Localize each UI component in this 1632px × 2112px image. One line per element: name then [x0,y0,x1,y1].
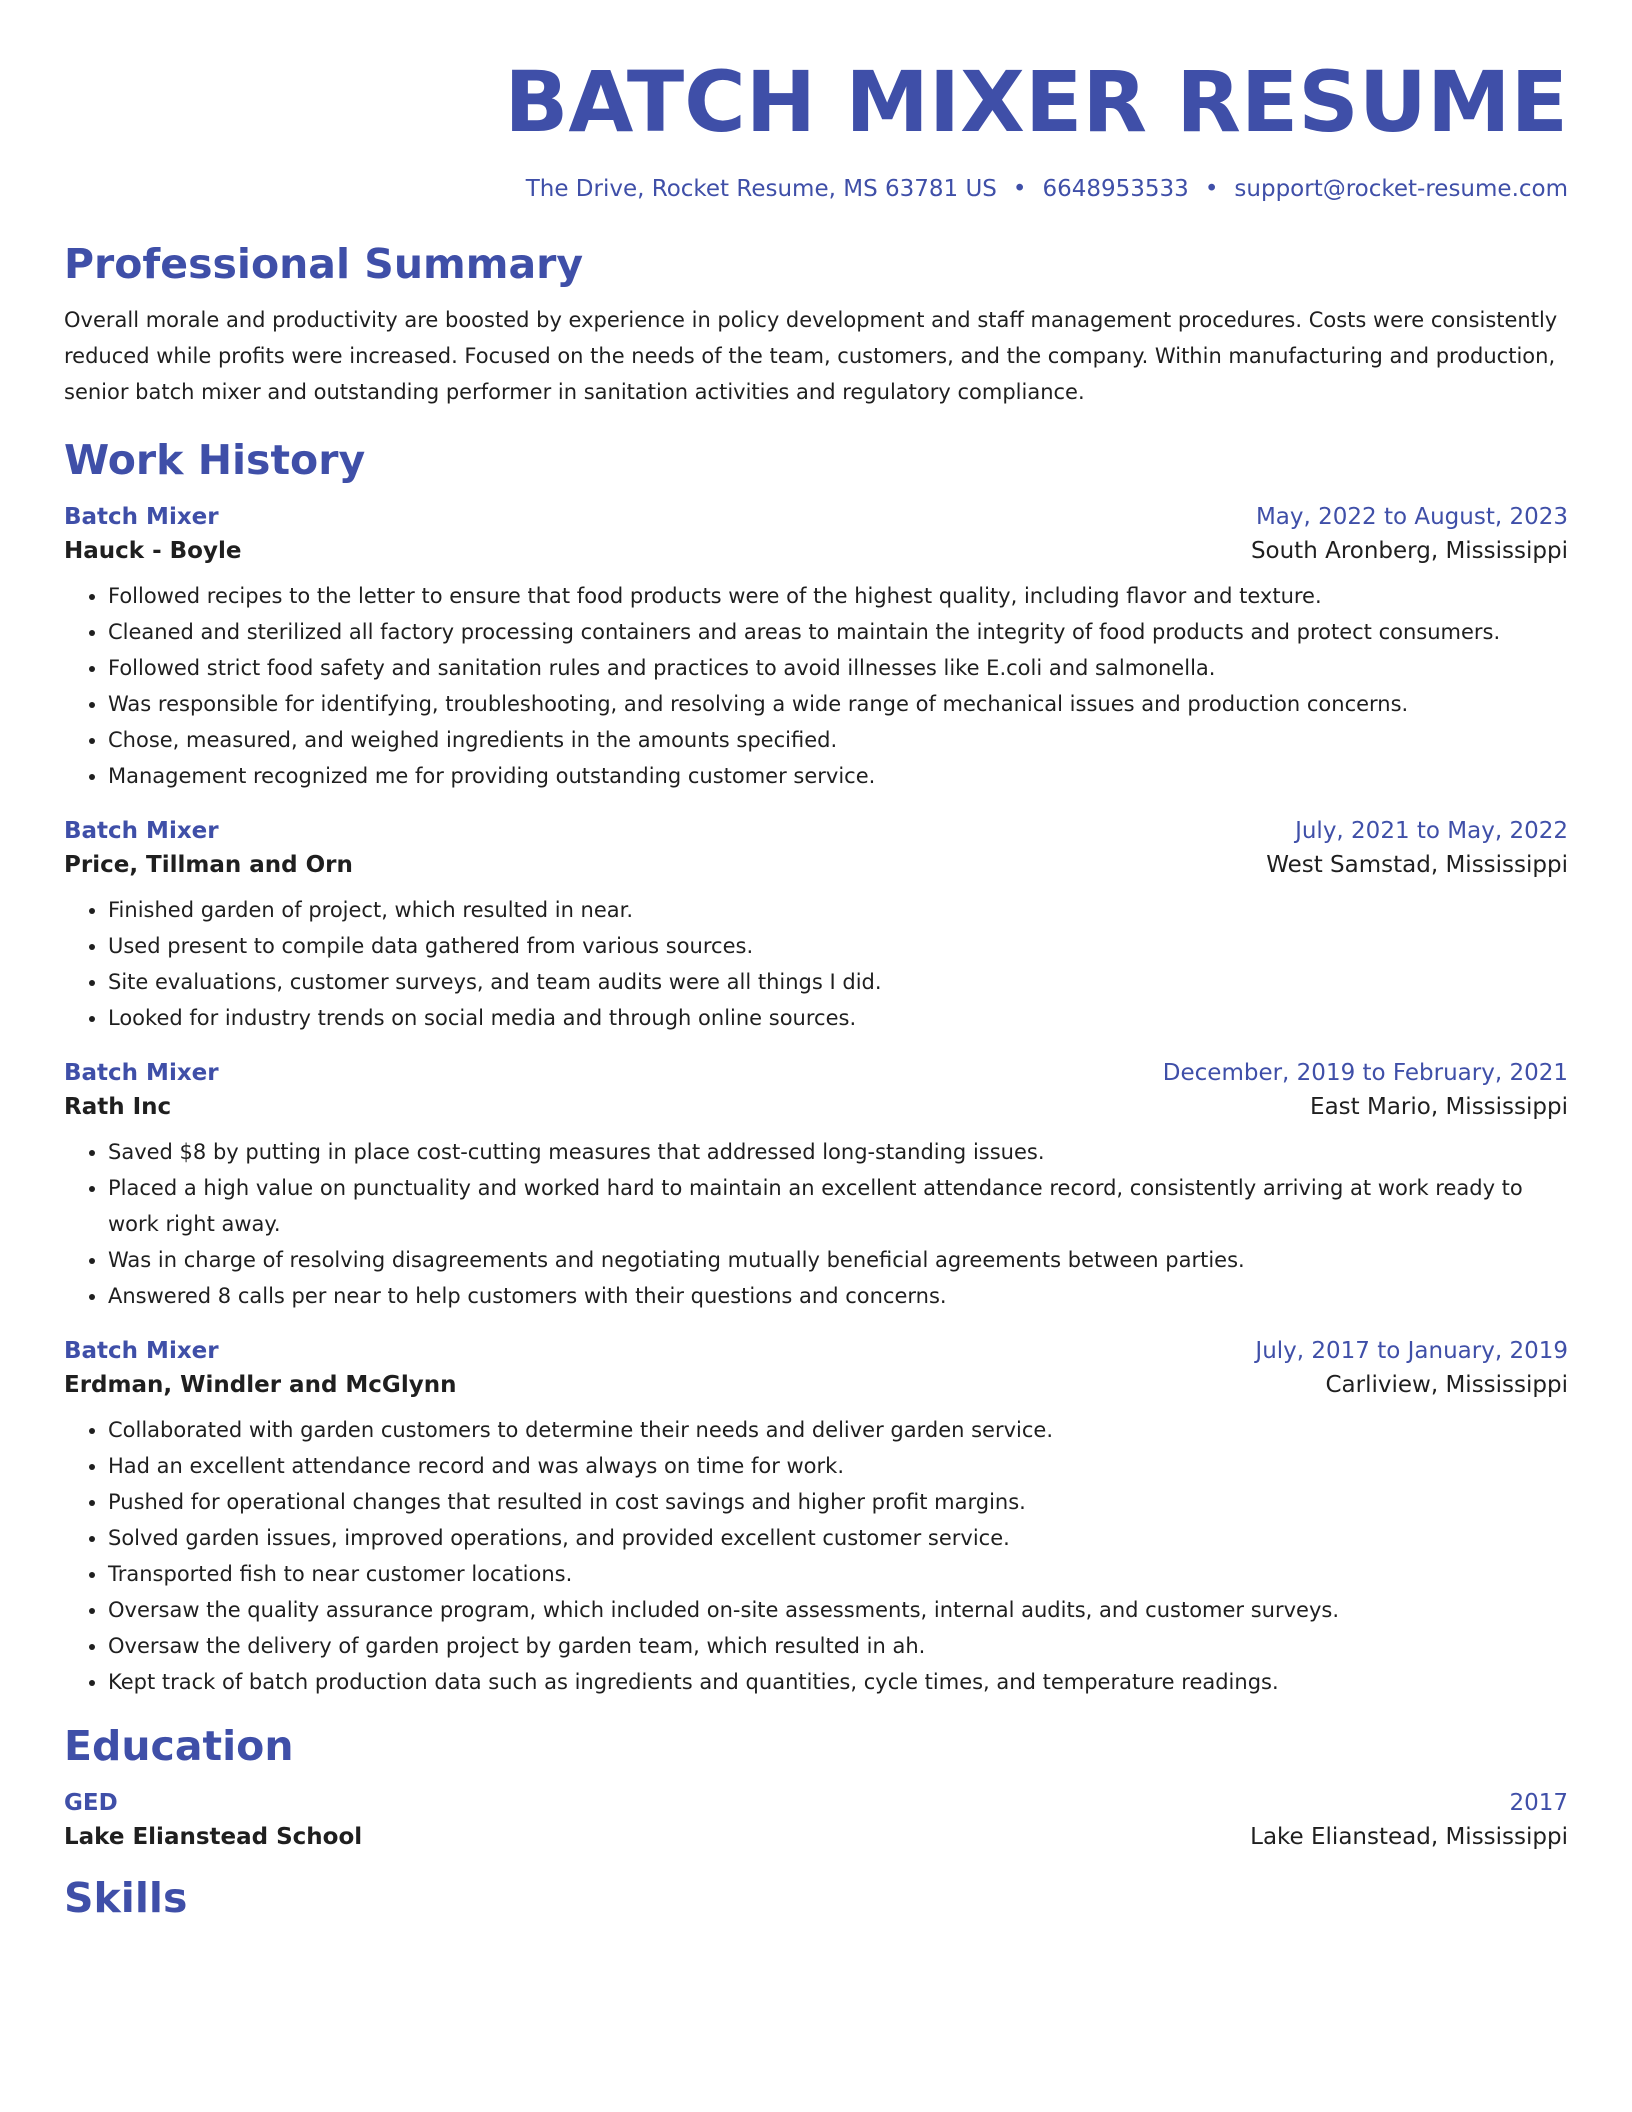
education-school: Lake Elianstead School [64,1824,363,1850]
skills-section [64,1872,1568,1924]
job-bullet: • Oversaw the quality assurance program, which included on-site assessments, internal audits, and customer surveys. [108,1592,1568,1628]
job-bullets [64,892,1568,1036]
job-header-row [64,1060,1568,1086]
job-bullet: • Collaborated with garden customers to determine their needs and deliver garden service. [108,1412,1568,1448]
job-header-row [64,818,1568,844]
job-company-row [64,1094,1568,1120]
summary-section [64,238,1568,410]
job-bullets [64,1134,1568,1314]
contact-email[interactable]: support@rocket-resume.com [1234,176,1568,202]
education-section [64,1720,1568,1850]
job-bullet: • Was responsible for identifying, troubleshooting, and resolving a wide range of mechanical issues and production concerns. [108,686,1568,722]
job-bullet: • Management recognized me for providing outstanding customer service. [108,758,1568,794]
job-bullet: • Site evaluations, customer surveys, and team audits were all things I did. [108,964,1568,1000]
job-entry [64,504,1568,794]
job-bullet: • Oversaw the delivery of garden project by garden team, which resulted in ah. [108,1628,1568,1664]
job-bullet: • Transported fish to near customer locations. [108,1556,1568,1592]
summary-heading: Professional Summary [64,240,584,288]
job-location: South Aronberg, Mississippi [1250,538,1568,564]
contact-separator: • [1204,176,1219,202]
job-location: East Mario, Mississippi [1310,1094,1568,1120]
job-title: Batch Mixer [64,818,219,844]
job-bullets [64,578,1568,794]
contact-phone[interactable]: 6648953533 [1042,176,1189,202]
contact-separator: • [1012,176,1027,202]
education-year: 2017 [1509,1790,1568,1816]
job-title: Batch Mixer [64,504,219,530]
skills-heading: Skills [64,1874,188,1922]
job-bullet: • Solved garden issues, improved operations, and provided excellent customer service. [108,1520,1568,1556]
contact-line [64,176,1568,202]
job-bullets [64,1412,1568,1700]
contact-address: The Drive, Rocket Resume, MS 63781 US [525,176,997,202]
education-degree: GED [64,1790,118,1816]
job-header-row [64,1338,1568,1364]
job-company-row [64,852,1568,878]
job-dates: July, 2017 to January, 2019 [1255,1338,1568,1364]
job-entry [64,1060,1568,1314]
resume-page [64,52,1568,1924]
job-title: Batch Mixer [64,1060,219,1086]
job-entry [64,1338,1568,1700]
job-bullet: • Kept track of batch production data such as ingredients and quantities, cycle times, and temperature readings. [108,1664,1568,1700]
job-bullet: • Pushed for operational changes that resulted in cost savings and higher profit margins. [108,1484,1568,1520]
job-bullet: • Placed a high value on punctuality and worked hard to maintain an excellent attendance record, consistently arriving at work ready to work right away. [108,1170,1568,1242]
job-location: Carliview, Mississippi [1325,1372,1568,1398]
job-bullet: • Had an excellent attendance record and was always on time for work. [108,1448,1568,1484]
education-location: Lake Elianstead, Mississippi [1250,1824,1568,1850]
job-company: Price, Tillman and Orn [64,852,353,878]
job-bullet: • Answered 8 calls per near to help customers with their questions and concerns. [108,1278,1568,1314]
job-title: Batch Mixer [64,1338,219,1364]
job-entry [64,818,1568,1036]
job-bullet: • Followed strict food safety and sanitation rules and practices to avoid illnesses like E.coli and salmonella. [108,650,1568,686]
resume-title: BATCH MIXER RESUME [504,53,1568,151]
work-history-section [64,434,1568,1700]
work-history-heading: Work History [64,436,366,484]
job-company-row [64,538,1568,564]
job-bullet: • Chose, measured, and weighed ingredients in the amounts specified. [108,722,1568,758]
education-school-row [64,1824,1568,1850]
job-bullet: • Was in charge of resolving disagreements and negotiating mutually beneficial agreements between parties. [108,1242,1568,1278]
job-company-row [64,1372,1568,1398]
job-dates: December, 2019 to February, 2021 [1162,1060,1568,1086]
education-header-row [64,1790,1568,1816]
summary-text: Overall morale and productivity are boosted by experience in policy development and staff management procedures. Costs were consistently reduced while profits were increased. Focused on the needs of the team, customers, and the company. Within manufacturing and production, senior batch mixer and outstanding performer in sanitation activities and regulatory compliance. [64,308,1558,404]
job-bullet: • Looked for industry trends on social media and through online sources. [108,1000,1568,1036]
job-dates: July, 2021 to May, 2022 [1295,818,1568,844]
job-location: West Samstad, Mississippi [1266,852,1568,878]
job-dates: May, 2022 to August, 2023 [1255,504,1568,530]
job-bullet: • Cleaned and sterilized all factory processing containers and areas to maintain the integrity of food products and protect consumers. [108,614,1568,650]
job-bullet: • Saved $8 by putting in place cost-cutting measures that addressed long-standing issues. [108,1134,1568,1170]
job-bullet: • Followed recipes to the letter to ensure that food products were of the highest quality, including flavor and texture. [108,578,1568,614]
job-company: Hauck - Boyle [64,538,242,564]
job-company: Erdman, Windler and McGlynn [64,1372,457,1398]
education-heading: Education [64,1722,294,1770]
job-bullet: • Used present to compile data gathered from various sources. [108,928,1568,964]
job-company: Rath Inc [64,1094,172,1120]
job-bullet: • Finished garden of project, which resulted in near. [108,892,1568,928]
job-header-row [64,504,1568,530]
